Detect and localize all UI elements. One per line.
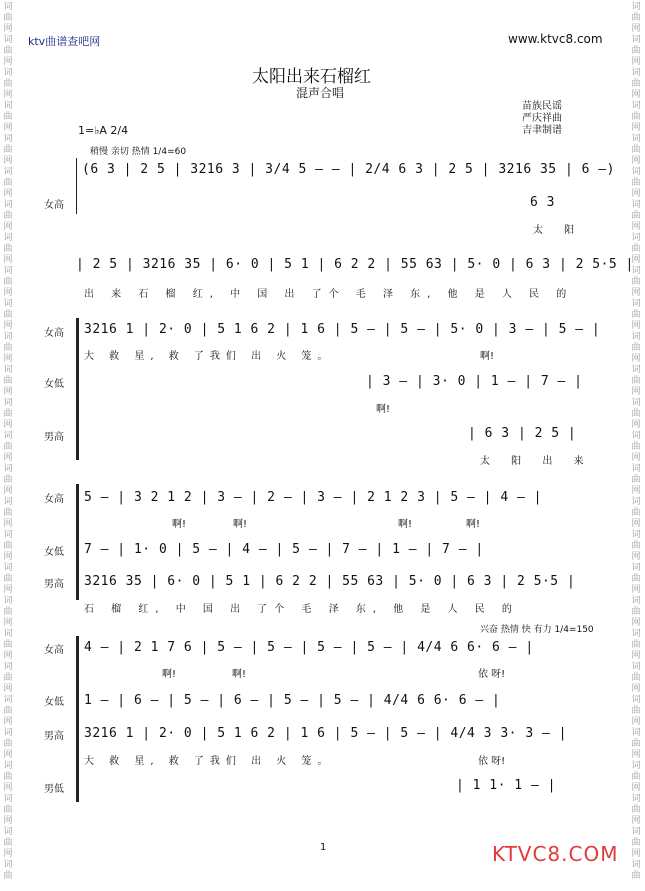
site-brand: ktv曲谱查吧网: [28, 35, 101, 48]
watermark-char: 曲: [631, 244, 641, 254]
watermark-char: 词: [631, 464, 641, 474]
watermark-char: 曲: [631, 343, 641, 353]
watermark-char: 词: [3, 794, 13, 804]
watermark-char: 曲: [631, 772, 641, 782]
watermark-char: 曲: [631, 79, 641, 89]
key-signature: 1=♭A 2/4: [78, 124, 129, 137]
watermark-char: 曲: [3, 46, 13, 56]
watermark-char: 词: [3, 662, 13, 672]
watermark-char: 词: [631, 761, 641, 771]
watermark-char: 网: [3, 519, 13, 529]
credit-composer: 严庆祥曲: [522, 113, 562, 124]
watermark-char: 词: [3, 827, 13, 837]
watermark-char: 曲: [631, 574, 641, 584]
watermark-char: 词: [3, 68, 13, 78]
song-subtitle: 混声合唱: [296, 86, 345, 100]
watermark-char: 词: [631, 431, 641, 441]
watermark-char: 网: [631, 288, 641, 298]
watermark-char: 词: [3, 596, 13, 606]
system-3-alto: | 3 – | 3· 0 | 1 – | 7 – |: [366, 374, 583, 389]
watermark-char: 词: [3, 398, 13, 408]
watermark-char: 网: [631, 519, 641, 529]
watermark-char: 词: [631, 530, 641, 540]
watermark-char: 词: [631, 662, 641, 672]
watermark-char: 曲: [631, 112, 641, 122]
watermark-char: 词: [631, 860, 641, 870]
watermark-char: 网: [3, 255, 13, 265]
watermark-char: 网: [3, 816, 13, 826]
system-5-alto: 1 – | 6 – | 5 – | 6 – | 5 – | 5 – | 4/4 6 6· 6 – |: [84, 693, 501, 708]
watermark-char: 词: [631, 200, 641, 210]
watermark-char: 曲: [3, 277, 13, 287]
watermark-char: 网: [3, 156, 13, 166]
watermark-char: 网: [631, 783, 641, 793]
system-2-lyric: 出 来 石 榴 红, 中 国 出 了个 毛 泽 东, 他 是 人 民 的: [84, 289, 574, 300]
watermark-char: 词: [3, 134, 13, 144]
watermark-char: 曲: [631, 277, 641, 287]
watermark-char: 词: [631, 497, 641, 507]
part-label-soprano-3: 女高: [44, 328, 64, 339]
watermark-char: 词: [631, 299, 641, 309]
watermark-char: 曲: [631, 376, 641, 386]
watermark-char: 网: [3, 288, 13, 298]
watermark-char: 曲: [631, 541, 641, 551]
system-1-bar: [76, 158, 77, 214]
watermark-char: 曲: [3, 739, 13, 749]
watermark-char: 网: [631, 618, 641, 628]
watermark-char: 网: [3, 90, 13, 100]
watermark-char: 曲: [3, 409, 13, 419]
watermark-char: 曲: [631, 607, 641, 617]
watermark-char: 网: [3, 222, 13, 232]
song-title: 太阳出来石榴红: [252, 67, 371, 87]
watermark-char: 词: [3, 35, 13, 45]
watermark-char: 词: [631, 728, 641, 738]
watermark-char: 词: [3, 860, 13, 870]
watermark-char: 网: [631, 816, 641, 826]
watermark-char: 曲: [3, 508, 13, 518]
watermark-char: 网: [3, 684, 13, 694]
watermark-char: 网: [3, 750, 13, 760]
watermark-char: 网: [631, 750, 641, 760]
watermark-char: 网: [3, 552, 13, 562]
watermark-char: 网: [3, 354, 13, 364]
system-5-ah-1: 啊!: [162, 669, 177, 680]
system-3-tenor-lyric: 太 阳 出 来: [480, 456, 593, 467]
part-label-soprano-4: 女高: [44, 494, 64, 505]
watermark-char: 网: [631, 684, 641, 694]
system-3-soprano-lyric: 大 救 星, 救 了我们 出 火 笼。: [84, 351, 334, 362]
watermark-char: 网: [631, 585, 641, 595]
system-3-tenor: | 6 3 | 2 5 |: [468, 426, 577, 441]
watermark-char: 曲: [3, 871, 13, 881]
watermark-char: 网: [631, 453, 641, 463]
watermark-char: 网: [631, 24, 641, 34]
system-5-tempo: 兴奋 热情 快 有力 1/4=150: [480, 625, 594, 635]
part-label-tenor-5: 男高: [44, 731, 64, 742]
credit-origin: 苗族民谣: [522, 101, 562, 112]
watermark-char: 曲: [631, 475, 641, 485]
watermark-char: 网: [631, 222, 641, 232]
system-5-tenor-lyric: 大 救 星, 救 了我们 出 火 笼。: [84, 756, 334, 767]
watermark-char: 曲: [3, 442, 13, 452]
watermark-char: 网: [631, 849, 641, 859]
watermark-char: 词: [631, 101, 641, 111]
part-label-alto-3: 女低: [44, 379, 64, 390]
watermark-left: [1, 2, 15, 882]
watermark-char: 词: [3, 299, 13, 309]
system-4-ah-4: 啊!: [466, 519, 481, 530]
watermark-char: 网: [3, 453, 13, 463]
watermark-char: 曲: [631, 409, 641, 419]
watermark-char: 网: [631, 321, 641, 331]
watermark-char: 曲: [3, 673, 13, 683]
watermark-char: 词: [631, 2, 641, 12]
watermark-char: 词: [631, 266, 641, 276]
watermark-char: 词: [3, 728, 13, 738]
watermark-char: 词: [631, 365, 641, 375]
watermark-char: 网: [3, 585, 13, 595]
watermark-char: 网: [3, 24, 13, 34]
watermark-char: 曲: [631, 871, 641, 881]
watermark-char: 网: [3, 420, 13, 430]
watermark-char: 曲: [3, 640, 13, 650]
watermark-char: 曲: [631, 46, 641, 56]
watermark-char: 网: [3, 849, 13, 859]
watermark-char: 词: [631, 629, 641, 639]
system-5-bass: | 1 1· 1 – |: [456, 778, 556, 793]
watermark-char: 词: [3, 101, 13, 111]
watermark-char: 曲: [3, 607, 13, 617]
watermark-char: 词: [3, 167, 13, 177]
credit-transcriber: 吉聿制谱: [522, 125, 562, 136]
watermark-char: 网: [631, 123, 641, 133]
system-3-alto-ah: 啊!: [376, 404, 391, 415]
watermark-char: 网: [3, 57, 13, 67]
system-2-notes: | 2 5 | 3216 35 | 6· 0 | 5 1 | 6 2 2 | 55 63 | 5· 0 | 6 3 | 2 5·5 |: [76, 257, 634, 272]
watermark-char: 词: [3, 464, 13, 474]
tempo-marking: 稍慢 亲切 热情 1/4=60: [90, 147, 187, 157]
system-4-ah-3: 啊!: [398, 519, 413, 530]
watermark-char: 曲: [3, 343, 13, 353]
watermark-char: 词: [3, 365, 13, 375]
watermark-char: 曲: [3, 244, 13, 254]
watermark-char: 词: [631, 167, 641, 177]
system-4-tenor-lyric: 石 榴 红, 中 国 出 了个 毛 泽 东, 他 是 人 民 的: [84, 604, 519, 615]
watermark-char: 网: [631, 90, 641, 100]
watermark-char: 词: [631, 68, 641, 78]
watermark-char: 词: [3, 530, 13, 540]
watermark-char: 曲: [631, 310, 641, 320]
system-1-notes: 6 3: [530, 195, 555, 210]
watermark-char: 曲: [3, 112, 13, 122]
watermark-char: 曲: [631, 640, 641, 650]
system-5-yiya-tenor: 依 呀!: [478, 756, 506, 767]
footer-logo: KTVC8.COM: [492, 842, 619, 866]
watermark-char: 曲: [3, 706, 13, 716]
watermark-char: 曲: [3, 838, 13, 848]
watermark-char: 曲: [3, 79, 13, 89]
watermark-char: 词: [3, 761, 13, 771]
watermark-char: 词: [3, 233, 13, 243]
watermark-char: 网: [3, 783, 13, 793]
watermark-char: 词: [3, 563, 13, 573]
watermark-char: 网: [631, 255, 641, 265]
watermark-char: 网: [631, 552, 641, 562]
watermark-char: 词: [3, 266, 13, 276]
system-3-brace: [76, 318, 79, 460]
watermark-char: 词: [631, 398, 641, 408]
watermark-char: 网: [3, 717, 13, 727]
system-3-soprano: 3216 1 | 2· 0 | 5 1 6 2 | 1 6 | 5 – | 5 – | 5· 0 | 3 – | 5 – |: [84, 322, 601, 337]
system-4-soprano: 5 – | 3 2 1 2 | 3 – | 2 – | 3 – | 2 1 2 3 | 5 – | 4 – |: [84, 490, 542, 505]
watermark-char: 词: [631, 794, 641, 804]
watermark-char: 词: [631, 695, 641, 705]
watermark-char: 网: [631, 387, 641, 397]
system-5-brace: [76, 636, 79, 802]
watermark-char: 曲: [631, 442, 641, 452]
part-label-alto-5: 女低: [44, 697, 64, 708]
page-number: 1: [320, 842, 327, 853]
system-5-ah-2: 啊!: [232, 669, 247, 680]
watermark-char: 词: [3, 431, 13, 441]
watermark-char: 网: [631, 156, 641, 166]
watermark-char: 词: [631, 35, 641, 45]
watermark-char: 词: [3, 200, 13, 210]
watermark-char: 网: [631, 486, 641, 496]
watermark-char: 曲: [3, 13, 13, 23]
system-4-ah-2: 啊!: [233, 519, 248, 530]
watermark-char: 曲: [3, 805, 13, 815]
watermark-char: 曲: [631, 673, 641, 683]
part-label-soprano-5: 女高: [44, 645, 64, 656]
watermark-char: 词: [631, 332, 641, 342]
watermark-char: 词: [3, 332, 13, 342]
part-label-bass-5: 男低: [44, 784, 64, 795]
system-1-intro: (6 3 | 2 5 | 3216 3 | 3/4 5 – – | 2/4 6 3 | 2 5 | 3216 35 | 6 –): [82, 162, 615, 177]
watermark-char: 曲: [3, 475, 13, 485]
watermark-char: 网: [3, 321, 13, 331]
watermark-char: 曲: [3, 541, 13, 551]
system-4-tenor: 3216 35 | 6· 0 | 5 1 | 6 2 2 | 55 63 | 5· 0 | 6 3 | 2 5·5 |: [84, 574, 576, 589]
watermark-char: 词: [631, 134, 641, 144]
watermark-char: 曲: [3, 376, 13, 386]
watermark-char: 曲: [631, 13, 641, 23]
system-4-ah-1: 啊!: [172, 519, 187, 530]
part-label-soprano-1: 女高: [44, 200, 64, 211]
watermark-char: 网: [631, 354, 641, 364]
system-1-lyric: 太 阳: [533, 225, 584, 236]
watermark-char: 网: [3, 618, 13, 628]
watermark-char: 网: [3, 486, 13, 496]
watermark-char: 曲: [631, 145, 641, 155]
watermark-char: 网: [631, 420, 641, 430]
part-label-tenor-3: 男高: [44, 432, 64, 443]
watermark-char: 词: [631, 827, 641, 837]
watermark-char: 网: [3, 387, 13, 397]
watermark-char: 词: [3, 629, 13, 639]
watermark-char: 曲: [631, 706, 641, 716]
watermark-char: 词: [631, 596, 641, 606]
watermark-char: 曲: [631, 211, 641, 221]
watermark-char: 网: [631, 189, 641, 199]
site-url: www.ktvc8.com: [508, 32, 603, 46]
system-4-brace: [76, 484, 79, 600]
watermark-char: 词: [631, 233, 641, 243]
watermark-char: 曲: [631, 838, 641, 848]
watermark-char: 曲: [3, 574, 13, 584]
watermark-char: 网: [631, 717, 641, 727]
watermark-char: 网: [3, 189, 13, 199]
watermark-char: 曲: [3, 310, 13, 320]
watermark-char: 曲: [3, 211, 13, 221]
watermark-char: 曲: [3, 178, 13, 188]
watermark-char: 曲: [3, 145, 13, 155]
watermark-char: 曲: [631, 508, 641, 518]
watermark-char: 曲: [3, 772, 13, 782]
part-label-tenor-4: 男高: [44, 579, 64, 590]
watermark-right: [629, 2, 643, 882]
credits: [522, 101, 562, 137]
watermark-char: 词: [3, 2, 13, 12]
watermark-char: 词: [3, 497, 13, 507]
system-4-alto: 7 – | 1· 0 | 5 – | 4 – | 5 – | 7 – | 1 – | 7 – |: [84, 542, 484, 557]
watermark-char: 曲: [631, 178, 641, 188]
watermark-char: 词: [631, 563, 641, 573]
watermark-char: 曲: [631, 739, 641, 749]
watermark-char: 网: [631, 57, 641, 67]
watermark-char: 网: [3, 123, 13, 133]
system-3-soprano-ah: 啊!: [480, 351, 495, 362]
watermark-char: 曲: [631, 805, 641, 815]
system-5-tenor: 3216 1 | 2· 0 | 5 1 6 2 | 1 6 | 5 – | 5 – | 4/4 3 3· 3 – |: [84, 726, 567, 741]
watermark-char: 网: [3, 651, 13, 661]
watermark-char: 词: [3, 695, 13, 705]
system-5-soprano: 4 – | 2 1 7 6 | 5 – | 5 – | 5 – | 5 – | 4/4 6 6· 6 – |: [84, 640, 534, 655]
watermark-char: 网: [631, 651, 641, 661]
part-label-alto-4: 女低: [44, 547, 64, 558]
system-5-yiya-soprano: 依 呀!: [478, 669, 506, 680]
